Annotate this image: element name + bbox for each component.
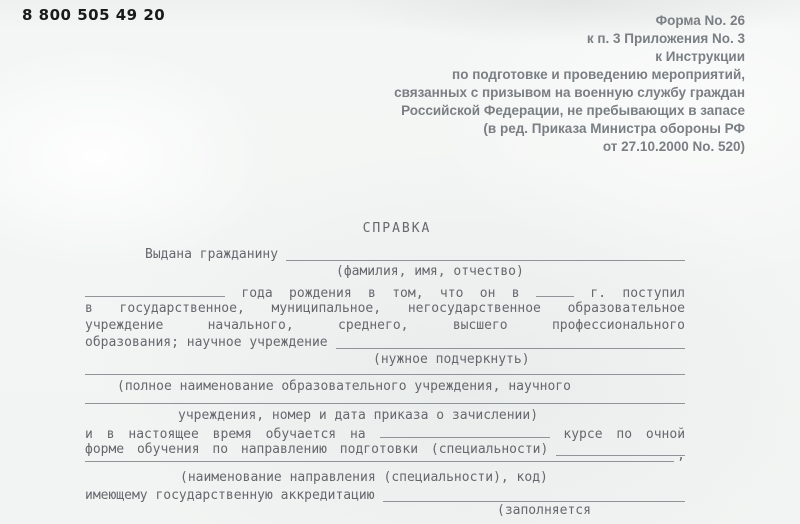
institution-type-text-3: образования; научное учреждение bbox=[85, 335, 328, 350]
current-study-line bbox=[85, 424, 685, 441]
form-reference-line: по подготовке и проведению мероприятий, bbox=[452, 67, 745, 82]
institution-type-text-2: учреждение начального, среднего, высшего профессионального bbox=[85, 318, 685, 333]
course-number-blank-line bbox=[380, 424, 550, 438]
form-reference-line: связанных с призывом на военную службу граждан bbox=[394, 85, 745, 100]
form-reference-line: Российской Федерации, не пребывающих в запасе bbox=[401, 103, 745, 118]
specialty-blank-line bbox=[85, 447, 674, 462]
filled-caption: (заполняется bbox=[497, 503, 591, 518]
issued-to-label: Выдана гражданину bbox=[145, 247, 279, 262]
form-reference-line: Форма No. 26 bbox=[655, 13, 745, 28]
specialty-caption: (наименование направления (специальности), код) bbox=[180, 470, 548, 485]
specialty-continuation-line bbox=[85, 447, 685, 464]
form-reference-line: (в ред. Приказа Министра обороны РФ bbox=[483, 121, 745, 136]
document-title: СПРАВКА bbox=[362, 221, 432, 236]
org-name-blank-line-2 bbox=[85, 403, 685, 404]
institution-type-line-1 bbox=[85, 300, 685, 317]
accreditation-line bbox=[85, 487, 685, 504]
course-text: курсе по очной bbox=[563, 427, 685, 441]
birth-year-blank-line bbox=[85, 283, 225, 297]
birth-year-text: года рождения в том, что он в bbox=[241, 286, 520, 300]
birth-year-line bbox=[85, 283, 685, 300]
trailing-comma: , bbox=[677, 448, 685, 463]
org-name-caption-2: учреждения, номер и дата приказа о зачислении) bbox=[178, 408, 539, 423]
form-reference-block bbox=[394, 12, 745, 156]
accreditation-blank-line bbox=[383, 487, 685, 502]
hotline-phone-number: 8 800 505 49 20 bbox=[22, 6, 166, 24]
underline-caption: (нужное подчеркнуть) bbox=[373, 352, 530, 367]
fio-blank-line bbox=[286, 246, 685, 261]
current-study-text: и в настоящее время обучается на bbox=[85, 427, 366, 441]
institution-type-line-2 bbox=[85, 317, 685, 334]
institution-blank-line bbox=[336, 334, 685, 349]
institution-type-line-3 bbox=[85, 334, 685, 351]
org-name-blank-line-1 bbox=[85, 374, 685, 375]
issued-to-line bbox=[85, 246, 685, 263]
form-reference-line: к Инструкции bbox=[655, 49, 745, 64]
form-reference-line: от 27.10.2000 No. 520) bbox=[602, 139, 745, 154]
institution-type-text-1: в государственное, муниципальное, негосударственное образовательное bbox=[85, 301, 685, 316]
accreditation-text: имеющему государственную аккредитацию bbox=[85, 488, 375, 503]
enrolled-text: г. поступил bbox=[590, 286, 685, 300]
fio-caption: (фамилия, имя, отчество) bbox=[336, 264, 524, 279]
org-name-caption-1: (полное наименование образовательного учреждения, научного bbox=[117, 379, 571, 394]
form-reference-line: к п. 3 Приложения No. 3 bbox=[586, 31, 745, 46]
study-form-text: форме обучения по направлению подготовки (специальности) bbox=[85, 442, 549, 457]
enroll-year-blank-line bbox=[536, 283, 574, 297]
